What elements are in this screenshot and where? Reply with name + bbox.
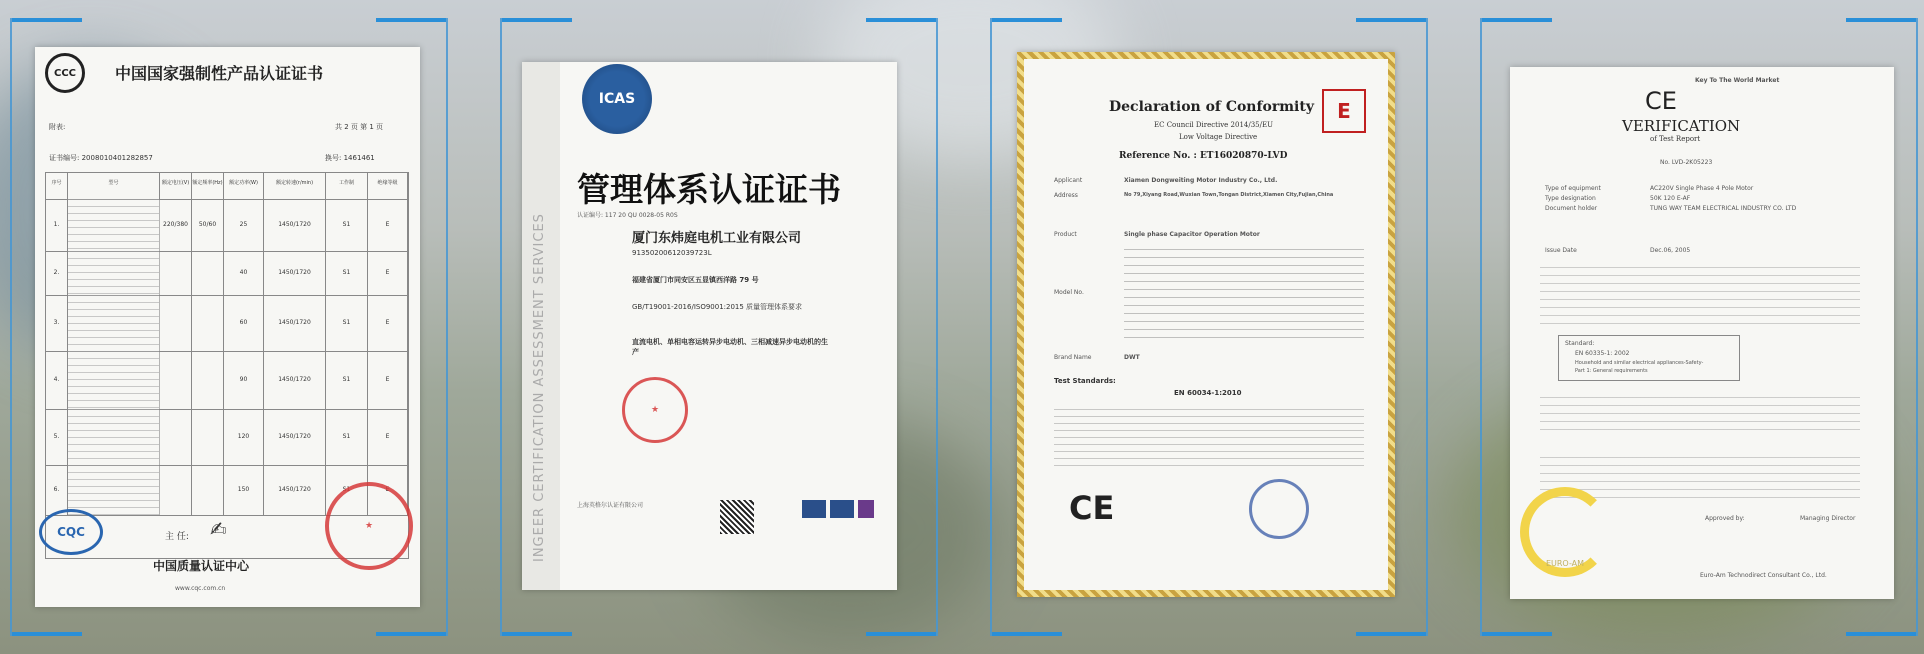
table-header-cell: 额定转速(r/min) [264,173,326,199]
table-cell: 6. [46,465,68,515]
credit-code: 91350200612039723L [632,249,712,257]
directive: EC Council Directive 2014/35/EU [1154,121,1273,129]
table-cell: 5. [46,409,68,465]
table-cell: 90 [224,351,264,409]
management-system-certificate[interactable] [522,62,897,590]
ce-mark: CE [1645,87,1677,115]
table-cell: 220/380 [160,199,192,251]
table-cell: S1 [326,409,368,465]
table-cell [160,409,192,465]
scope: 直流电机、单相电容运转异步电动机、三相减速异步电动机的生产 [632,338,828,356]
table-cell: E [368,351,408,409]
address: No 79,Xiyang Road,Wuxian Town,Tongan District,Xiamen City,Fujian,China [1124,192,1334,198]
table-cell: E [368,251,408,295]
standard: EN 60335-1: 2002 [1575,350,1630,357]
directive-name: Low Voltage Directive [1179,133,1258,141]
company-name: 厦门东炜庭电机工业有限公司 [632,231,802,246]
table-cell: 1450/1720 [264,251,326,295]
notes-text [1540,397,1860,437]
issuer-logo: E [1322,89,1366,133]
table-header-cell: 工作制 [326,173,368,199]
table-header-cell: 额定功率(W) [224,173,264,199]
table-cell [68,465,160,515]
type: 50K 120 E-AF [1650,195,1691,202]
declaration-text [1054,409,1364,469]
table-cell [68,351,160,409]
certificate-title: 中国国家强制性产品认证证书 [115,64,324,83]
icas-logo: ICAS [582,64,652,134]
brand-label: Brand Name [1054,354,1092,361]
table-cell [160,351,192,409]
model-label: Model No. [1054,289,1084,296]
table-cell: E [368,199,408,251]
table-cell: S1 [326,465,368,515]
footer-company: Euro-Am Technodirect Consultant Co., Ltd. [1700,572,1827,579]
table-row [46,295,408,352]
standard-box [1558,335,1740,381]
red-seal-stamp: ★ [325,482,413,570]
reference-number: Reference No. : ET16020870-LVD [1119,151,1288,161]
table-cell: 1. [46,199,68,251]
accreditation-logo [802,500,826,518]
table-cell: 1450/1720 [264,465,326,515]
standard: GB/T19001-2016/ISO9001:2015 质量管理体系要求 [632,303,803,311]
table-cell: E [368,295,408,351]
table-cell: 60 [224,295,264,351]
table-cell: 50/60 [192,199,224,251]
equipment-label: Type of equipment [1545,185,1601,192]
table-cell [160,251,192,295]
table-cell: 25 [224,199,264,251]
table-cell: 1450/1720 [264,295,326,351]
declaration-of-conformity[interactable] [1017,52,1395,597]
table-row [46,409,408,466]
qr-code [720,500,754,534]
holder: TUNG WAY TEAM ELECTRICAL INDUSTRY CO. LTD [1650,205,1797,212]
ccc-certificate[interactable] [35,47,420,607]
director-title: Managing Director [1800,515,1856,522]
table-cell: 1450/1720 [264,409,326,465]
appendix-label: 附表: [49,123,66,131]
certificate-title: 管理体系认证证书 [577,170,841,209]
table-header-cell: 型号 [68,173,160,199]
ce-verification[interactable] [1510,67,1894,599]
header-slogan: Key To The World Market [1695,77,1780,84]
table-header-cell: 额定频率(Hz) [192,173,224,199]
table-cell [192,295,224,351]
table-cell: S1 [326,295,368,351]
table-cell: 120 [224,409,264,465]
table-cell: 40 [224,251,264,295]
issue-date: Dec.06, 2005 [1650,247,1691,254]
certificate-subtitle: of Test Report [1650,135,1701,143]
certificate-title: Declaration of Conformity [1109,99,1314,115]
table-cell: 2. [46,251,68,295]
standard-label: Standard: [1565,340,1595,347]
certificate-number: 证书编号: 2008010401282857 [49,154,153,162]
side-text: INGEER CERTIFICATION ASSESSMENT SERVICES [532,213,547,562]
table-header-cell: 额定电压(V) [160,173,192,199]
certificate-title: VERIFICATION [1622,117,1741,135]
renewal-number: 换号: 1461461 [325,154,375,162]
table-cell: S1 [326,251,368,295]
table-cell [192,251,224,295]
table-row [46,199,408,252]
table-cell: 1450/1720 [264,199,326,251]
holder-label: Document holder [1545,205,1598,212]
product-label: Product [1054,231,1077,238]
blue-seal-stamp [1249,479,1309,539]
verification-text [1540,267,1860,327]
center-name: 中国质量认证中心 [153,559,250,573]
table-cell [160,465,192,515]
table-cell: E [368,409,408,465]
equipment: AC220V Single Phase 4 Pole Motor [1650,185,1754,192]
table-cell [68,199,160,251]
table-cell: 3. [46,295,68,351]
standard-desc: Household and similar electrical appliances-Safety- [1575,360,1704,366]
ce-mark: CE [1069,489,1115,527]
approved-label: Approved by: [1705,515,1745,522]
table-header-cell: 绝缘等级 [368,173,408,199]
issuer-name: 上海英格尔认证有限公司 [577,502,644,509]
director-label: 主 任: [165,532,189,542]
table-cell [160,295,192,351]
page-info: 共 2 页 第 1 页 [335,123,384,131]
table-header-cell: 序号 [46,173,68,199]
brand: DWT [1124,354,1140,361]
table-cell: 150 [224,465,264,515]
test-standard: EN 60034-1:2010 [1174,389,1242,397]
footer-url: www.cqc.com.cn [175,585,226,592]
table-cell: 4. [46,351,68,409]
test-standard-label: Test Standards: [1054,377,1116,385]
cqc-logo: CQC [39,509,103,555]
table-cell [68,295,160,351]
address-label: Address [1054,192,1078,199]
cnas-logo [858,500,874,518]
table-row [46,351,408,410]
product: Single phase Capacitor Operation Motor [1124,231,1260,238]
applicant: Xiamen Dongweiting Motor Industry Co., Ltd. [1124,177,1278,184]
table-cell [192,465,224,515]
iaf-logo [830,500,854,518]
table-cell [68,409,160,465]
table-cell [192,351,224,409]
standard-part: Part 1: General requirements [1575,368,1648,374]
certificate-number: 认证编号: 117 20 QU 0028-05 R0S [577,212,678,219]
report-number: No. LVD-2K05223 [1660,159,1713,166]
model-list [1124,249,1364,344]
signature: ✍ [210,517,227,541]
euro-am-logo: EURO-AM [1520,487,1610,577]
table-cell: S1 [326,351,368,409]
date-label: Issue Date [1545,247,1577,254]
type-label: Type designation [1545,195,1596,202]
red-seal-stamp: ★ [622,377,688,443]
table-cell: S1 [326,199,368,251]
ccc-logo: CCC [45,53,85,93]
company-address: 福建省厦门市同安区五显镇西洋路 79 号 [632,276,759,284]
table-row [46,251,408,296]
table-cell: E [368,465,408,515]
table-cell: 1450/1720 [264,351,326,409]
applicant-label: Applicant [1054,177,1083,184]
table-cell [192,409,224,465]
table-cell [68,251,160,295]
